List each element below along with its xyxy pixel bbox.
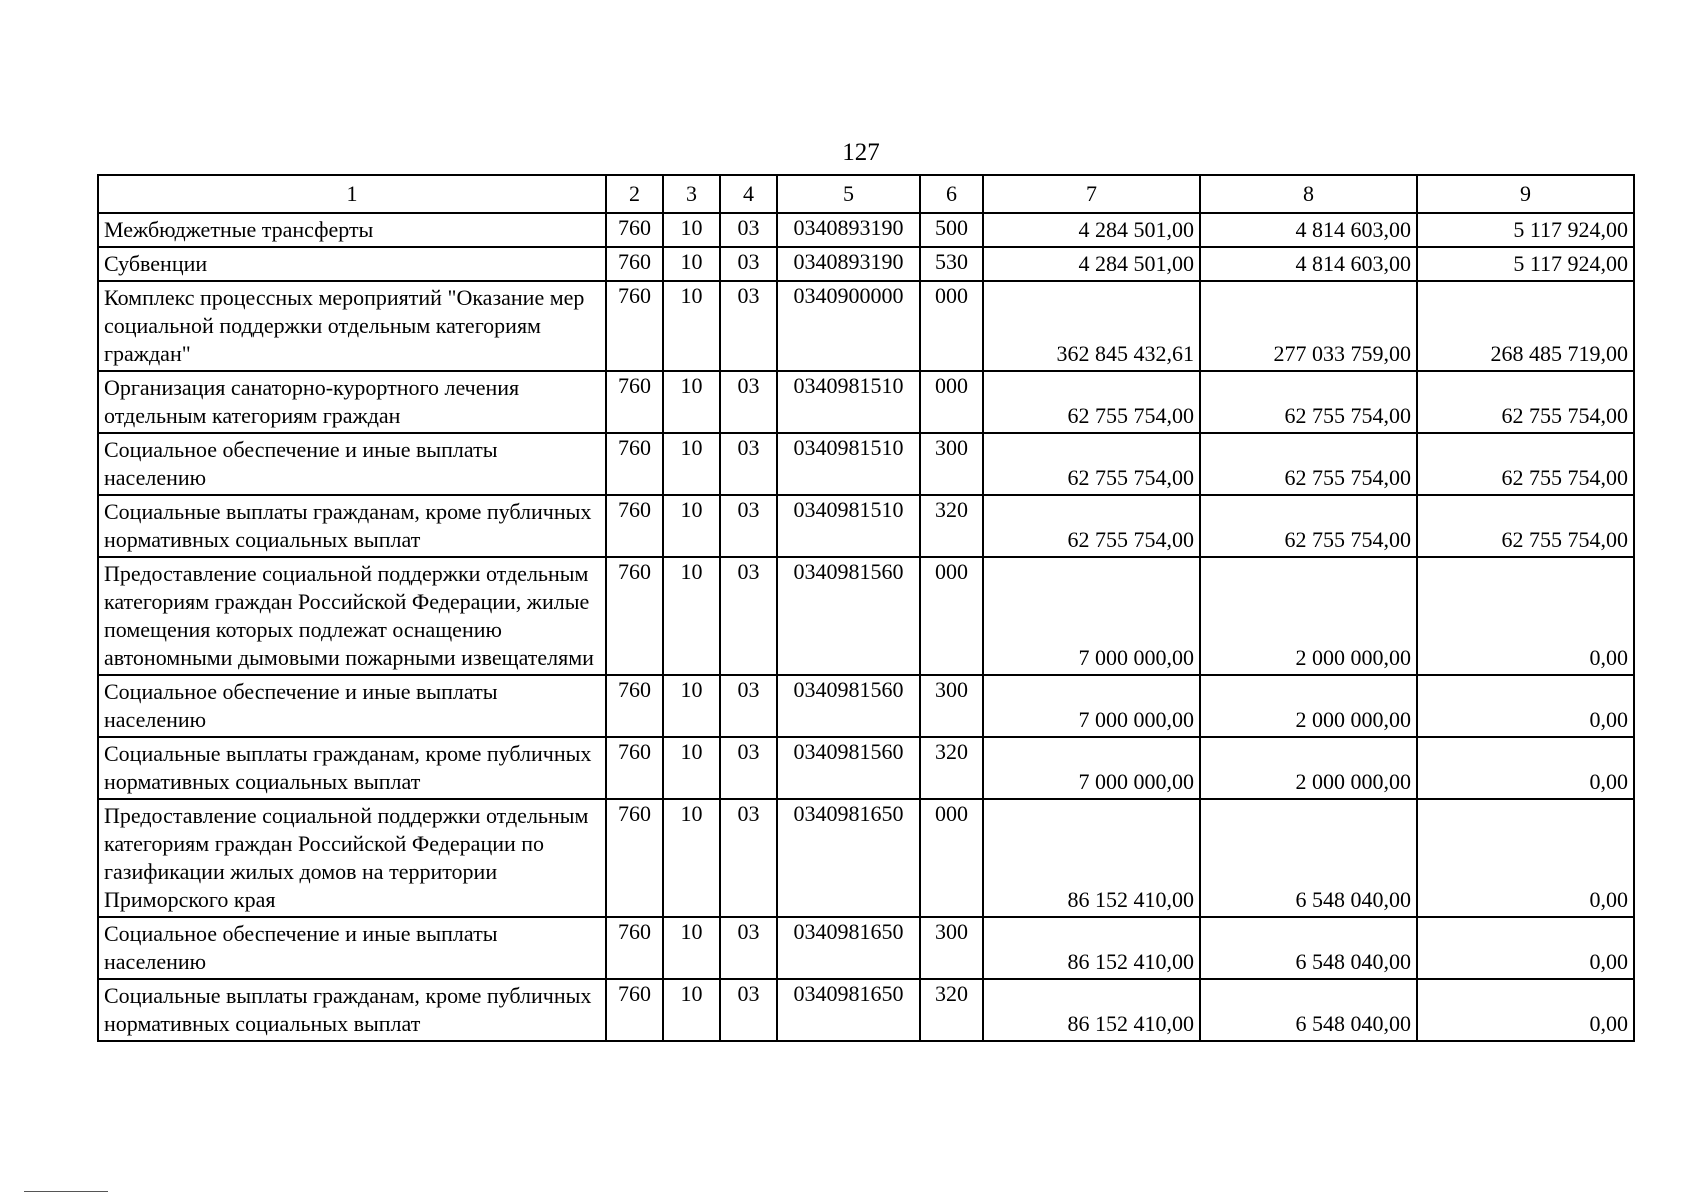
target-item-cell: 0340981560 xyxy=(777,737,920,799)
amount-col7-cell: 62 755 754,00 xyxy=(983,433,1200,495)
section-cell: 10 xyxy=(663,371,720,433)
amount-col8-cell: 2 000 000,00 xyxy=(1200,675,1417,737)
amount-col7-cell: 86 152 410,00 xyxy=(983,917,1200,979)
subsection-cell: 03 xyxy=(720,799,777,917)
row-name-cell: Социальное обеспечение и иные выплаты населению xyxy=(98,675,606,737)
amount-col9-cell: 62 755 754,00 xyxy=(1417,495,1634,557)
amount-col9-cell: 0,00 xyxy=(1417,799,1634,917)
table-row xyxy=(98,675,1634,737)
amount-col8-cell: 4 814 603,00 xyxy=(1200,213,1417,247)
column-header-6: 6 xyxy=(920,175,983,213)
amount-col8-cell: 62 755 754,00 xyxy=(1200,495,1417,557)
amount-col7-cell: 7 000 000,00 xyxy=(983,675,1200,737)
expense-type-cell: 300 xyxy=(920,433,983,495)
table-row xyxy=(98,917,1634,979)
expense-type-cell: 000 xyxy=(920,371,983,433)
target-item-cell: 0340981650 xyxy=(777,979,920,1041)
amount-col9-cell: 0,00 xyxy=(1417,917,1634,979)
footer-divider xyxy=(24,1191,108,1192)
subsection-cell: 03 xyxy=(720,247,777,281)
amount-col8-cell: 62 755 754,00 xyxy=(1200,433,1417,495)
admin-code-cell: 760 xyxy=(606,979,663,1041)
subsection-cell: 03 xyxy=(720,737,777,799)
section-cell: 10 xyxy=(663,281,720,371)
amount-col8-cell: 6 548 040,00 xyxy=(1200,799,1417,917)
amount-col9-cell: 62 755 754,00 xyxy=(1417,371,1634,433)
expense-type-cell: 000 xyxy=(920,281,983,371)
row-name-cell: Предоставление социальной поддержки отдельным категориям граждан Российской Федерации по газификации жилых домов на территории Приморского края xyxy=(98,799,606,917)
subsection-cell: 03 xyxy=(720,557,777,675)
column-header-4: 4 xyxy=(720,175,777,213)
target-item-cell: 0340981560 xyxy=(777,675,920,737)
amount-col9-cell: 62 755 754,00 xyxy=(1417,433,1634,495)
section-cell: 10 xyxy=(663,675,720,737)
subsection-cell: 03 xyxy=(720,371,777,433)
admin-code-cell: 760 xyxy=(606,495,663,557)
table-body xyxy=(98,213,1634,1041)
column-header-2: 2 xyxy=(606,175,663,213)
row-name-cell: Предоставление социальной поддержки отдельным категориям граждан Российской Федерации, жилые помещения которых подлежат оснащению автономными дымовыми пожарными извещателями xyxy=(98,557,606,675)
target-item-cell: 0340981650 xyxy=(777,917,920,979)
amount-col7-cell: 362 845 432,61 xyxy=(983,281,1200,371)
target-item-cell: 0340981560 xyxy=(777,557,920,675)
table-row xyxy=(98,557,1634,675)
section-cell: 10 xyxy=(663,917,720,979)
amount-col8-cell: 4 814 603,00 xyxy=(1200,247,1417,281)
row-name-cell: Комплекс процессных мероприятий "Оказание мер социальной поддержки отдельным категориям граждан" xyxy=(98,281,606,371)
section-cell: 10 xyxy=(663,979,720,1041)
section-cell: 10 xyxy=(663,799,720,917)
table-row xyxy=(98,495,1634,557)
amount-col7-cell: 4 284 501,00 xyxy=(983,247,1200,281)
expense-type-cell: 300 xyxy=(920,675,983,737)
subsection-cell: 03 xyxy=(720,917,777,979)
amount-col7-cell: 4 284 501,00 xyxy=(983,213,1200,247)
table-row xyxy=(98,371,1634,433)
amount-col9-cell: 0,00 xyxy=(1417,737,1634,799)
amount-col9-cell: 0,00 xyxy=(1417,557,1634,675)
admin-code-cell: 760 xyxy=(606,737,663,799)
column-header-3: 3 xyxy=(663,175,720,213)
table-row xyxy=(98,737,1634,799)
table-row xyxy=(98,247,1634,281)
table-row xyxy=(98,213,1634,247)
amount-col9-cell: 5 117 924,00 xyxy=(1417,213,1634,247)
table-row xyxy=(98,979,1634,1041)
table-row xyxy=(98,799,1634,917)
admin-code-cell: 760 xyxy=(606,247,663,281)
admin-code-cell: 760 xyxy=(606,799,663,917)
row-name-cell: Социальные выплаты гражданам, кроме публичных нормативных социальных выплат xyxy=(98,495,606,557)
amount-col7-cell: 7 000 000,00 xyxy=(983,737,1200,799)
section-cell: 10 xyxy=(663,737,720,799)
target-item-cell: 0340981510 xyxy=(777,495,920,557)
budget-table xyxy=(97,174,1635,1042)
table-row xyxy=(98,281,1634,371)
row-name-cell: Межбюджетные трансферты xyxy=(98,213,606,247)
row-name-cell: Социальные выплаты гражданам, кроме публичных нормативных социальных выплат xyxy=(98,979,606,1041)
section-cell: 10 xyxy=(663,433,720,495)
admin-code-cell: 760 xyxy=(606,433,663,495)
subsection-cell: 03 xyxy=(720,675,777,737)
target-item-cell: 0340893190 xyxy=(777,247,920,281)
amount-col7-cell: 86 152 410,00 xyxy=(983,799,1200,917)
column-header-8: 8 xyxy=(1200,175,1417,213)
amount-col7-cell: 62 755 754,00 xyxy=(983,371,1200,433)
header-row xyxy=(98,175,1634,213)
amount-col7-cell: 62 755 754,00 xyxy=(983,495,1200,557)
expense-type-cell: 500 xyxy=(920,213,983,247)
subsection-cell: 03 xyxy=(720,495,777,557)
table-header xyxy=(98,175,1634,213)
subsection-cell: 03 xyxy=(720,433,777,495)
section-cell: 10 xyxy=(663,213,720,247)
expense-type-cell: 530 xyxy=(920,247,983,281)
admin-code-cell: 760 xyxy=(606,917,663,979)
expense-type-cell: 000 xyxy=(920,799,983,917)
admin-code-cell: 760 xyxy=(606,557,663,675)
amount-col7-cell: 86 152 410,00 xyxy=(983,979,1200,1041)
target-item-cell: 0340981650 xyxy=(777,799,920,917)
subsection-cell: 03 xyxy=(720,979,777,1041)
row-name-cell: Субвенции xyxy=(98,247,606,281)
amount-col9-cell: 0,00 xyxy=(1417,675,1634,737)
column-header-7: 7 xyxy=(983,175,1200,213)
target-item-cell: 0340981510 xyxy=(777,371,920,433)
row-name-cell: Социальное обеспечение и иные выплаты населению xyxy=(98,433,606,495)
row-name-cell: Социальные выплаты гражданам, кроме публичных нормативных социальных выплат xyxy=(98,737,606,799)
expense-type-cell: 000 xyxy=(920,557,983,675)
amount-col8-cell: 2 000 000,00 xyxy=(1200,557,1417,675)
target-item-cell: 0340893190 xyxy=(777,213,920,247)
subsection-cell: 03 xyxy=(720,213,777,247)
amount-col8-cell: 6 548 040,00 xyxy=(1200,917,1417,979)
expense-type-cell: 320 xyxy=(920,495,983,557)
expense-type-cell: 320 xyxy=(920,737,983,799)
amount-col8-cell: 277 033 759,00 xyxy=(1200,281,1417,371)
amount-col8-cell: 6 548 040,00 xyxy=(1200,979,1417,1041)
target-item-cell: 0340981510 xyxy=(777,433,920,495)
expense-type-cell: 320 xyxy=(920,979,983,1041)
admin-code-cell: 760 xyxy=(606,371,663,433)
amount-col7-cell: 7 000 000,00 xyxy=(983,557,1200,675)
amount-col8-cell: 62 755 754,00 xyxy=(1200,371,1417,433)
amount-col9-cell: 268 485 719,00 xyxy=(1417,281,1634,371)
amount-col9-cell: 0,00 xyxy=(1417,979,1634,1041)
section-cell: 10 xyxy=(663,247,720,281)
table-row xyxy=(98,433,1634,495)
column-header-1: 1 xyxy=(98,175,606,213)
column-header-5: 5 xyxy=(777,175,920,213)
row-name-cell: Социальное обеспечение и иные выплаты населению xyxy=(98,917,606,979)
section-cell: 10 xyxy=(663,557,720,675)
amount-col9-cell: 5 117 924,00 xyxy=(1417,247,1634,281)
admin-code-cell: 760 xyxy=(606,281,663,371)
admin-code-cell: 760 xyxy=(606,675,663,737)
section-cell: 10 xyxy=(663,495,720,557)
subsection-cell: 03 xyxy=(720,281,777,371)
amount-col8-cell: 2 000 000,00 xyxy=(1200,737,1417,799)
expense-type-cell: 300 xyxy=(920,917,983,979)
admin-code-cell: 760 xyxy=(606,213,663,247)
column-header-9: 9 xyxy=(1417,175,1634,213)
target-item-cell: 0340900000 xyxy=(777,281,920,371)
row-name-cell: Организация санаторно-курортного лечения отдельным категориям граждан xyxy=(98,371,606,433)
page-number: 127 xyxy=(842,139,880,166)
